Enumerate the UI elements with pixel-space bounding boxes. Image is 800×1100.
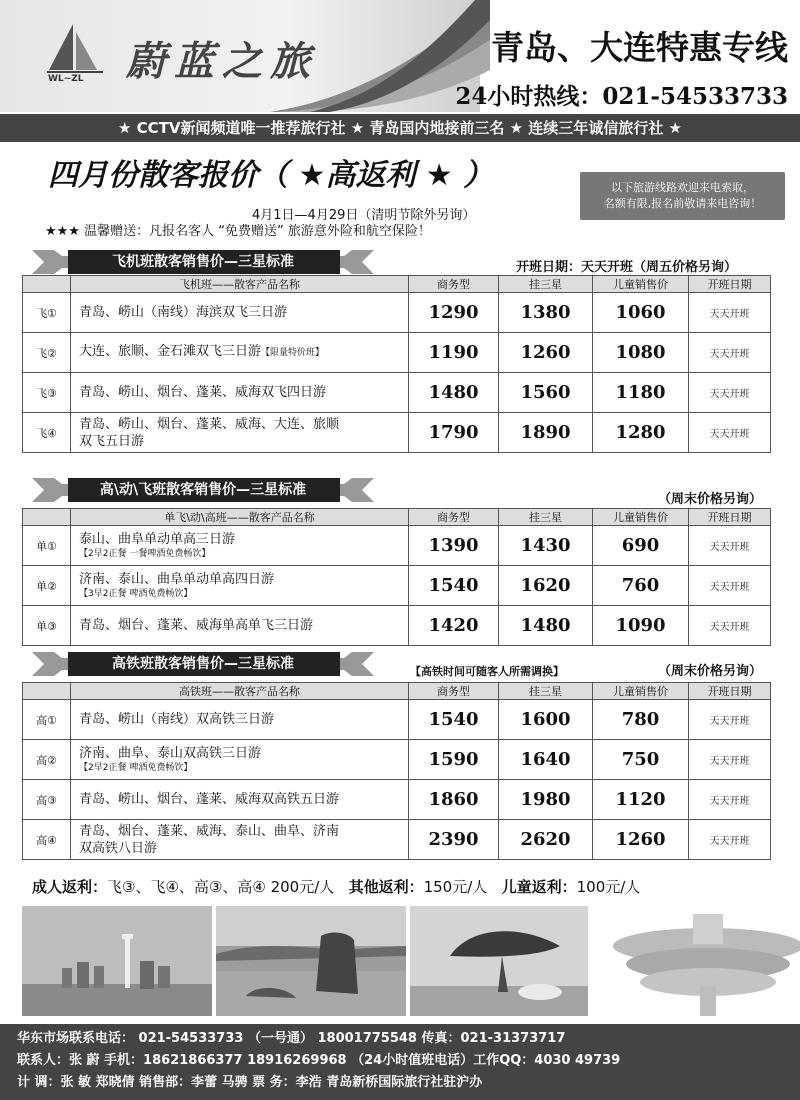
schedule: 天天开班: [689, 413, 771, 453]
price-child: 1280: [593, 413, 689, 453]
price-child: 1080: [593, 333, 689, 373]
section-tag-flight: [32, 250, 374, 274]
price-business: 1540: [409, 700, 499, 740]
product-title: 青岛、崂山、烟台、蓬莱、威海双高铁五日游: [79, 792, 340, 807]
price-three-star: 1560: [499, 373, 593, 413]
hotline: 24小时热线：021-54533733: [455, 83, 788, 110]
price-three-star: 1260: [499, 333, 593, 373]
table-row: [23, 780, 771, 820]
column-header: 飞机班——散客产品名称: [71, 276, 409, 293]
table-header-row: [23, 683, 771, 700]
column-header: 儿童销售价: [593, 276, 689, 293]
price-three-star: 1380: [499, 293, 593, 333]
table-row: [23, 700, 771, 740]
price-three-star: 1620: [499, 566, 593, 606]
sail-logo-icon: [45, 22, 105, 74]
table-row: [23, 526, 771, 566]
footer-contact: [0, 1024, 800, 1100]
city-skyline-photo: [22, 906, 212, 1016]
product-name: [71, 333, 409, 373]
notice-line: 以下旅游线路欢迎来电索取，: [611, 181, 754, 194]
product-name: [71, 700, 409, 740]
section-title: 飞机班散客销售价—三星标准: [112, 254, 294, 270]
schedule: 天天开班: [689, 566, 771, 606]
price-three-star: 1430: [499, 526, 593, 566]
row-index: 单②: [23, 566, 71, 606]
column-header: 高铁班——散客产品名称: [71, 683, 409, 700]
column-header: 商务型: [409, 276, 499, 293]
row-index: 飞①: [23, 293, 71, 333]
price-business: 1290: [409, 293, 499, 333]
rebate-line: [32, 876, 640, 897]
price-child: 1260: [593, 820, 689, 860]
schedule: 天天开班: [689, 700, 771, 740]
schedule: 天天开班: [689, 333, 771, 373]
table-row: [23, 373, 771, 413]
product-title-cont: 双高铁八日游: [79, 840, 158, 856]
price-business: 1590: [409, 740, 499, 780]
price-child: 1090: [593, 606, 689, 646]
product-title: 青岛、烟台、蓬莱、威海单高单飞三日游: [79, 618, 314, 633]
product-title: 济南、泰山、曲阜单动单高四日游: [79, 572, 275, 587]
column-header: 挂三星: [499, 509, 593, 526]
schedule: 天天开班: [689, 293, 771, 333]
price-business: 1540: [409, 566, 499, 606]
column-header: 单飞\动\高班——散客产品名称: [71, 509, 409, 526]
product-title: 济南、曲阜、泰山双高铁三日游: [79, 746, 262, 761]
product-title: 青岛、崂山、烟台、蓬莱、威海双飞四日游: [79, 385, 327, 400]
price-business: 1420: [409, 606, 499, 646]
product-name: [71, 413, 409, 453]
schedule: 天天开班: [689, 373, 771, 413]
price-child: 780: [593, 700, 689, 740]
table-row: [23, 413, 771, 453]
price-three-star: 1890: [499, 413, 593, 453]
product-note: 【2早2正餐 啤酒免费畅饮】: [79, 763, 193, 773]
product-title: 青岛、崂山（南线）海滨双飞三日游: [79, 305, 288, 320]
price-business: 1860: [409, 780, 499, 820]
column-header: 开班日期: [689, 509, 771, 526]
column-header: 开班日期: [689, 683, 771, 700]
price-child: 1180: [593, 373, 689, 413]
price-business: 1790: [409, 413, 499, 453]
price-child: 1120: [593, 780, 689, 820]
schedule: 天天开班: [689, 820, 771, 860]
column-header: 挂三星: [499, 683, 593, 700]
logo-code: WL~ZL: [48, 74, 84, 84]
row-index: 高④: [23, 820, 71, 860]
column-header: [23, 683, 71, 700]
gift-notice: ★★★ 温馨赠送：凡报名客人 “免费赠送” 旅游意外险和航空保险！: [45, 224, 431, 239]
product-title: 青岛、崂山（南线）双高铁三日游: [79, 712, 275, 727]
row-index: 单③: [23, 606, 71, 646]
adult-rebate-value: 飞③、飞④、高③、高④ 200元/人: [107, 878, 335, 896]
product-name: [71, 293, 409, 333]
table-row: [23, 606, 771, 646]
price-table-high-speed: [22, 682, 771, 860]
column-header: 挂三星: [499, 276, 593, 293]
product-name: [71, 820, 409, 860]
product-tag: 【限量特价班】: [261, 348, 325, 358]
price-child: 1060: [593, 293, 689, 333]
product-name: [71, 740, 409, 780]
column-header: 儿童销售价: [593, 683, 689, 700]
table-row: [23, 566, 771, 606]
footer-line: 华东市场联系电话： 021-54533733 （一号通） 18001775548 传真：021-31373717: [17, 1031, 566, 1046]
section-tag-train-flight: [32, 478, 374, 502]
price-three-star: 1980: [499, 780, 593, 820]
section-note-mid: 【高铁时间可随客人所需调换】: [410, 665, 564, 678]
schedule: 天天开班: [689, 606, 771, 646]
main-title: 四月份散客报价（ ★高返利 ★ ）: [48, 158, 494, 193]
footer-line: 联系人：张 蔚 手机：18621866377 18916269968 （24小时值班电话）工作QQ：4030 49739: [17, 1053, 621, 1068]
column-header: [23, 509, 71, 526]
tower-photo: [588, 906, 800, 1016]
price-business: 1190: [409, 333, 499, 373]
product-name: [71, 566, 409, 606]
column-header: 商务型: [409, 509, 499, 526]
row-index: 飞②: [23, 333, 71, 373]
row-index: 高③: [23, 780, 71, 820]
price-child: 760: [593, 566, 689, 606]
price-table-flight: [22, 275, 771, 453]
section-title: 高铁班散客销售价—三星标准: [112, 656, 294, 672]
other-rebate-value: 150元/人: [423, 878, 488, 896]
adult-rebate-label: 成人返利：: [32, 878, 108, 896]
header: [0, 0, 800, 112]
child-rebate-value: 100元/人: [576, 878, 641, 896]
product-title: 青岛、崂山、烟台、蓬莱、威海、大连、旅顺: [79, 416, 340, 432]
notice-line: 名额有限,报名前敬请来电咨询！: [603, 197, 762, 210]
brand-name: 蔚蓝之旅: [126, 38, 318, 85]
price-three-star: 2620: [499, 820, 593, 860]
section-note: （周末价格另询）: [658, 492, 763, 507]
product-title: 泰山、曲阜单动单高三日游: [79, 532, 236, 547]
coastal-rock-photo: [216, 906, 406, 1016]
section-note: 开班日期：天天开班（周五价格另询）: [516, 260, 738, 275]
product-title: 大连、旅顺、金石滩双飞三日游: [79, 344, 262, 359]
price-child: 750: [593, 740, 689, 780]
price-child: 690: [593, 526, 689, 566]
price-three-star: 1480: [499, 606, 593, 646]
column-header: 儿童销售价: [593, 509, 689, 526]
product-name: [71, 780, 409, 820]
row-index: 飞④: [23, 413, 71, 453]
table-row: [23, 820, 771, 860]
photo-strip: [22, 906, 800, 1016]
footer-line: 计 调：张 敏 郑晓倩 销售部：李蕾 马骋 票 务：李浩 青岛新桥国际旅行社驻沪办: [17, 1075, 483, 1090]
price-business: 2390: [409, 820, 499, 860]
table-row: [23, 293, 771, 333]
pine-tree-photo: [410, 906, 600, 1016]
row-index: 单①: [23, 526, 71, 566]
product-name: [71, 606, 409, 646]
price-business: 1480: [409, 373, 499, 413]
table-header-row: [23, 509, 771, 526]
product-name: [71, 526, 409, 566]
row-index: 高①: [23, 700, 71, 740]
section-note: （周末价格另询）: [658, 664, 763, 679]
schedule: 天天开班: [689, 740, 771, 780]
child-rebate-label: 儿童返利：: [501, 878, 577, 896]
table-row: [23, 333, 771, 373]
slogan-bar: ★ CCTV新闻频道唯一推荐旅行社 ★ 青岛国内地接前三名 ★ 连续三年诚信旅行社 ★: [0, 114, 800, 142]
column-header: 开班日期: [689, 276, 771, 293]
headline: 青岛、大连特惠专线: [491, 28, 788, 67]
price-three-star: 1600: [499, 700, 593, 740]
notice-box: [580, 172, 785, 220]
other-rebate-label: 其他返利：: [348, 878, 424, 896]
table-row: [23, 740, 771, 780]
column-header: [23, 276, 71, 293]
table-header-row: [23, 276, 771, 293]
price-table-train-flight: [22, 508, 771, 646]
date-range: 4月1日—4月29日（清明节除外另询）: [252, 208, 476, 223]
schedule: 天天开班: [689, 780, 771, 820]
price-business: 1390: [409, 526, 499, 566]
section-tag-high-speed: [32, 652, 374, 676]
product-title: 青岛、烟台、蓬莱、威海、泰山、曲阜、济南: [79, 823, 340, 839]
product-title-cont: 双飞五日游: [79, 433, 145, 449]
row-index: 飞③: [23, 373, 71, 413]
product-note: 【2早2正餐 一餐啤酒免费畅饮】: [79, 549, 211, 559]
price-three-star: 1640: [499, 740, 593, 780]
row-index: 高②: [23, 740, 71, 780]
schedule: 天天开班: [689, 526, 771, 566]
column-header: 商务型: [409, 683, 499, 700]
product-name: [71, 373, 409, 413]
section-title: 高\动\飞班散客销售价—三星标准: [99, 482, 307, 498]
product-note: 【3早2正餐 啤酒免费畅饮】: [79, 589, 193, 599]
